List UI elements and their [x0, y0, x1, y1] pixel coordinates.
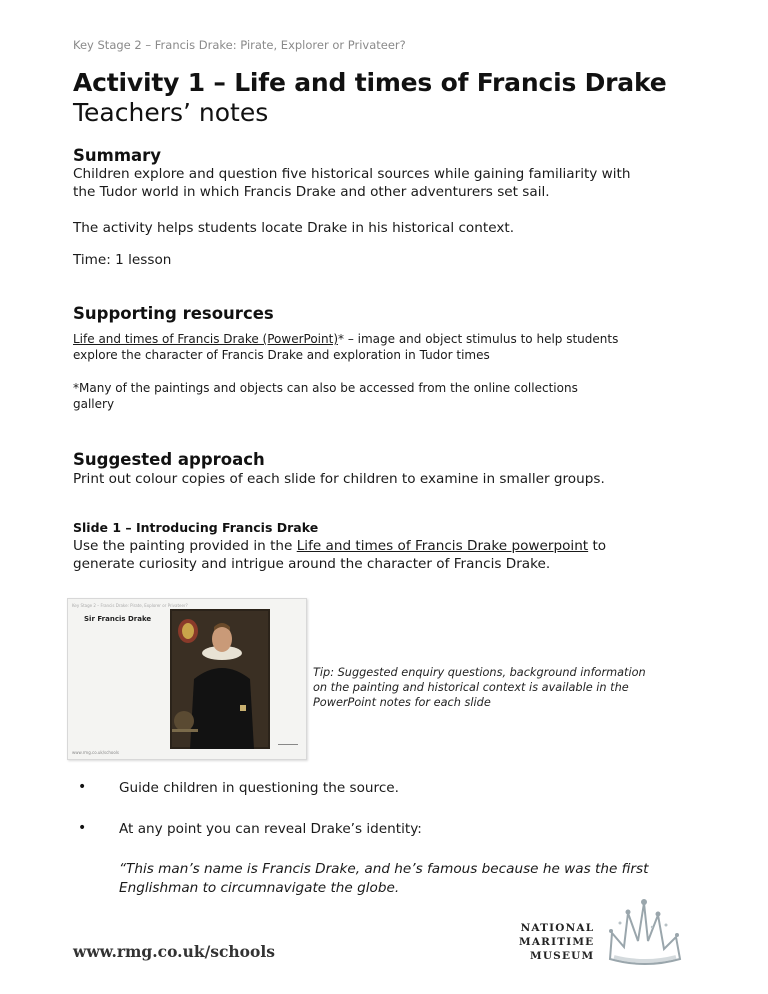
bullet-item: At any point you can reveal Drake’s identity:: [119, 821, 422, 837]
resources-line-rest: * – image and object stimulus to help students: [338, 332, 619, 346]
thumbnail-title: Sir Francis Drake: [84, 615, 152, 623]
slide1-heading: Slide 1 – Introducing Francis Drake: [73, 520, 319, 535]
summary-heading: Summary: [73, 146, 162, 165]
thumbnail-logo-icon: [278, 744, 298, 753]
bullet-item: Guide children in questioning the source.: [119, 780, 399, 796]
drake-quote: [119, 860, 719, 898]
slide-thumbnail: [67, 598, 307, 760]
summary-time: Time: 1 lesson: [73, 252, 172, 268]
summary-paragraph: [73, 165, 698, 201]
thumbnail-header: Key Stage 2 – Francis Drake: Pirate, Explorer or Privateer?: [72, 603, 188, 608]
summary-context: The activity helps students locate Drake in his historical context.: [73, 220, 515, 236]
resources-line: [73, 332, 698, 348]
slide1-line-pre: Use the painting provided in the: [73, 538, 297, 554]
slide1-line: generate curiosity and intrigue around the character of Francis Drake.: [73, 556, 551, 572]
approach-text: Print out colour copies of each slide for children to examine in smaller groups.: [73, 471, 605, 487]
tip-line: PowerPoint notes for each slide: [313, 696, 491, 709]
quote-line: Englishman to circumnavigate the globe.: [119, 880, 400, 896]
tip-note: [313, 665, 663, 710]
museum-line: NATIONAL: [520, 922, 595, 934]
museum-line: MARITIME: [519, 936, 595, 948]
crown-logo-icon: [600, 897, 690, 972]
powerpoint-link[interactable]: Life and times of Francis Drake (PowerPoint): [73, 332, 338, 346]
approach-heading: Suggested approach: [73, 450, 265, 469]
running-header: Key Stage 2 – Francis Drake: Pirate, Explorer or Privateer?: [73, 38, 406, 52]
tip-line: Tip: Suggested enquiry questions, background information: [313, 666, 646, 679]
slide1-line-post: to: [588, 538, 607, 554]
resources-line: explore the character of Francis Drake and exploration in Tudor times: [73, 347, 490, 362]
quote-line: “This man’s name is Francis Drake, and he’s famous because he was the first: [119, 861, 649, 877]
summary-line: the Tudor world in which Francis Drake and other adventurers set sail.: [73, 184, 550, 200]
resources-heading: Supporting resources: [73, 304, 274, 323]
footer-url: www.rmg.co.uk/schools: [73, 942, 275, 961]
slide1-powerpoint-link[interactable]: Life and times of Francis Drake powerpoint: [296, 538, 589, 554]
page-subtitle: Teachers’ notes: [73, 98, 269, 127]
museum-logo-text: [519, 921, 594, 963]
drake-portrait-image: [170, 609, 270, 749]
slide1-paragraph: [73, 537, 698, 573]
resources-note: [73, 381, 698, 412]
museum-line: MUSEUM: [530, 950, 595, 962]
tip-line: on the painting and historical context is available in the: [313, 681, 629, 694]
page-title: Activity 1 – Life and times of Francis Drake: [73, 68, 667, 97]
bullet-dot-icon: •: [78, 779, 87, 795]
resources-paragraph: [73, 332, 698, 363]
bullet-dot-icon: •: [78, 820, 87, 836]
resources-note-line: gallery: [73, 396, 115, 411]
slide1-line: [73, 537, 698, 555]
resources-note-line: *Many of the paintings and objects can also be accessed from the online collections: [73, 381, 578, 395]
thumbnail-footer: www.rmg.co.uk/schools: [72, 750, 119, 755]
summary-line: Children explore and question five historical sources while gaining familiarity with: [73, 166, 631, 182]
